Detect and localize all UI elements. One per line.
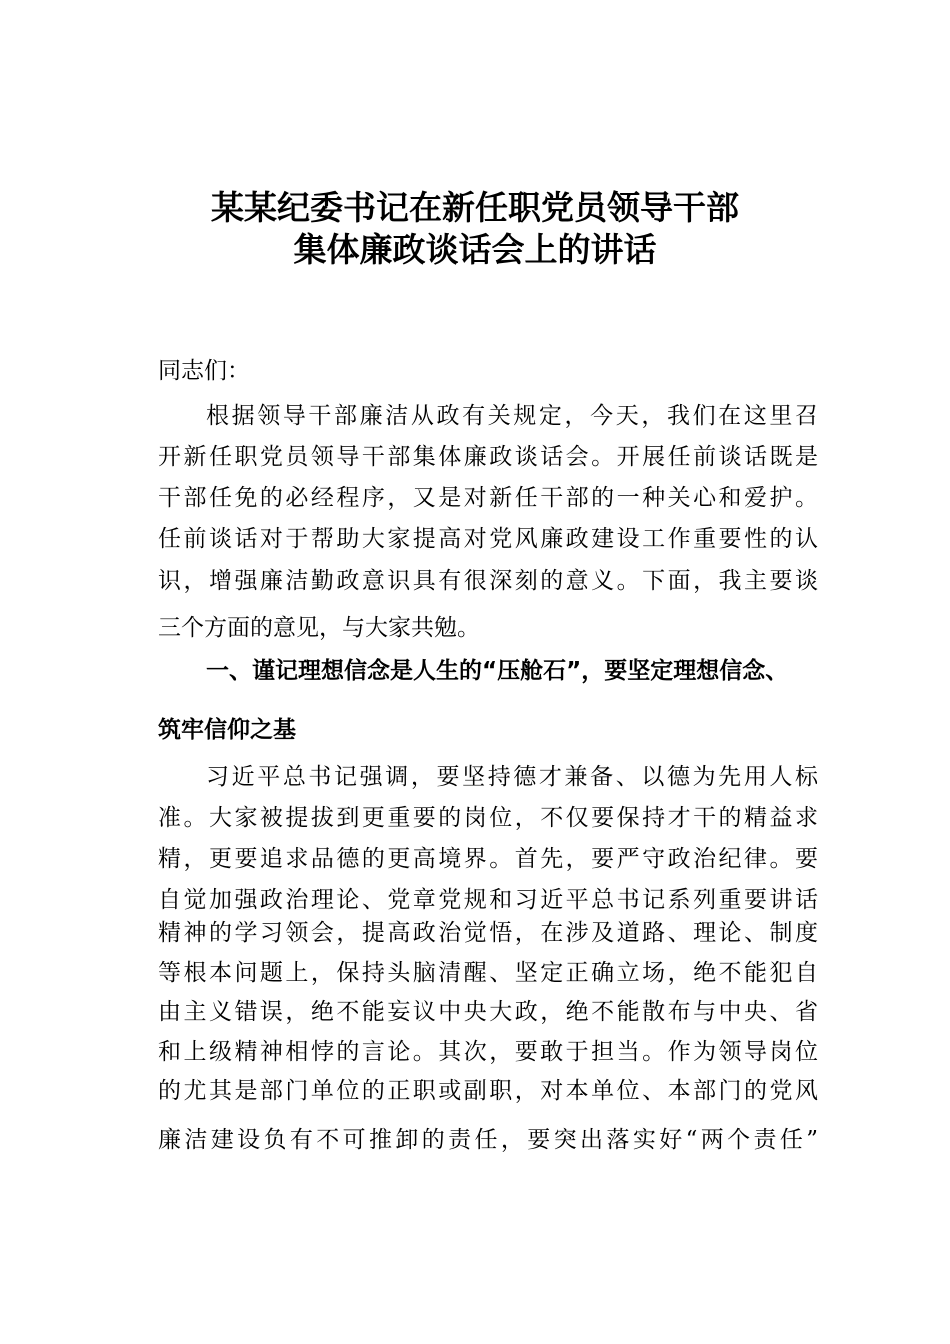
paragraph-2-line: 准。大家被提拔到更重要的岗位，不仅要保持才干的精益求 [158, 805, 818, 831]
paragraph-2-line: 习近平总书记强调，要坚持德才兼备、以德为先用人标 [206, 764, 818, 790]
salutation: 同志们： [158, 358, 250, 384]
paragraph-2-line: 廉洁建设负有不可推卸的责任，要突出落实好“两个责任” [158, 1127, 818, 1153]
paragraph-1-line: 识，增强廉洁勤政意识具有很深刻的意义。下面，我主要谈 [158, 568, 818, 594]
document-title-line-2: 集体廉政谈话会上的讲话 [293, 230, 657, 269]
paragraph-2-line: 自觉加强政治理论、党章党规和习近平总书记系列重要讲话 [158, 887, 818, 913]
paragraph-2-line: 和上级精神相悖的言论。其次，要敢于担当。作为领导岗位 [158, 1039, 818, 1065]
document-title-line-1: 某某纪委书记在新任职党员领导干部 [211, 188, 739, 227]
paragraph-1-line: 任前谈话对于帮助大家提高对党风廉政建设工作重要性的认 [158, 526, 818, 552]
paragraph-2-line: 精神的学习领会，提高政治觉悟，在涉及道路、理论、制度 [158, 920, 818, 946]
paragraph-1-line: 三个方面的意见，与大家共勉。 [158, 615, 480, 641]
paragraph-1-line: 开新任职党员领导干部集体廉政谈话会。开展任前谈话既是 [158, 444, 818, 470]
section-heading-1-line: 一、谨记理想信念是人生的“压舱石”，要坚定理想信念、 [206, 658, 789, 684]
paragraph-2-line: 的尤其是部门单位的正职或副职，对本单位、本部门的党风 [158, 1078, 818, 1104]
paragraph-1-line: 根据领导干部廉洁从政有关规定，今天，我们在这里召 [206, 403, 818, 429]
paragraph-2-line: 由主义错误，绝不能妄议中央大政，绝不能散布与中央、省 [158, 999, 818, 1025]
paragraph-1-line: 干部任免的必经程序，又是对新任干部的一种关心和爱护。 [158, 485, 818, 511]
paragraph-2-line: 精，更要追求品德的更高境界。首先，要严守政治纪律。要 [158, 846, 818, 872]
paragraph-2-line: 等根本问题上，保持头脑清醒、坚定正确立场，绝不能犯自 [158, 960, 818, 986]
section-heading-1-line: 筑牢信仰之基 [158, 717, 296, 743]
